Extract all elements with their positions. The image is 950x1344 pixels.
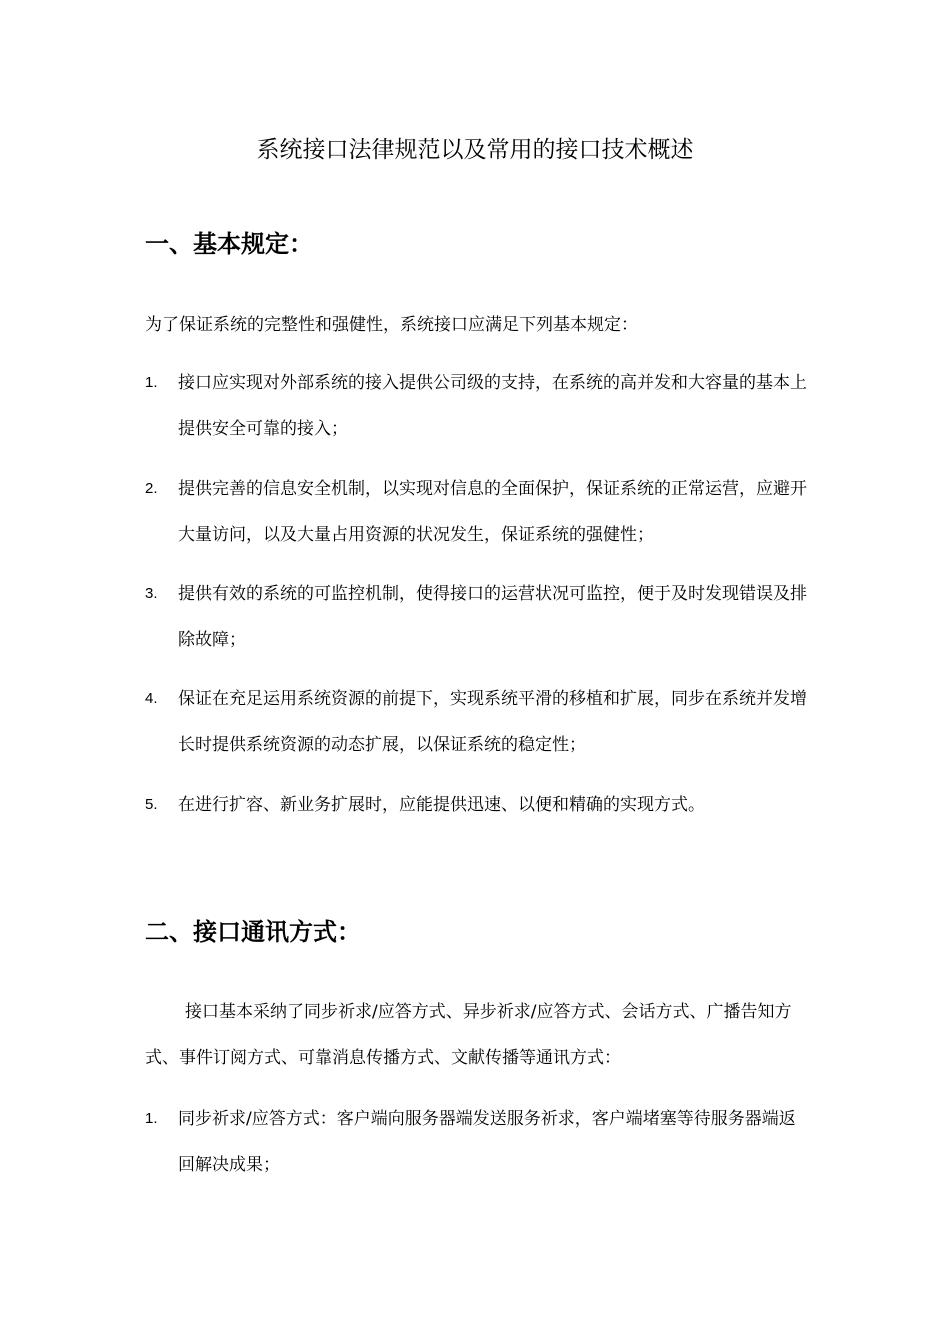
section2-intro: 接口基本采纳了同步祈求/应答方式、异步祈求/应答方式、会话方式、广播告知方式、事件订阅方式、可靠消息传播方式、文献传播等通讯方式： bbox=[145, 1002, 792, 1068]
section-heading-basic-rules: 一、基本规定： bbox=[145, 230, 313, 258]
list-item-text: 提供完善的信息安全机制，以实现对信息的全面保护，保证系统的正常运营，应避开大量访问，以及大量占用资源的状况发生，保证系统的强健性； bbox=[178, 479, 807, 545]
list-item-text: 保证在充足运用系统资源的前提下，实现系统平滑的移植和扩展，同步在系统并发增长时提供系统资源的动态扩展，以保证系统的稳定性； bbox=[178, 689, 807, 755]
list-item-number: 1. bbox=[145, 1110, 158, 1127]
list-item-number: 5. bbox=[145, 796, 158, 813]
list-item bbox=[145, 676, 810, 768]
list-item-text: 同步祈求/应答方式：客户端向服务器端发送服务祈求，客户端堵塞等待服务器端返回解决成果； bbox=[178, 1109, 796, 1175]
list-item bbox=[145, 360, 810, 452]
section-heading-interface-communication: 二、接口通讯方式： bbox=[145, 918, 361, 946]
list-item-number: 2. bbox=[145, 480, 158, 497]
list-item bbox=[145, 1096, 810, 1188]
list-item bbox=[145, 782, 810, 828]
list-item bbox=[145, 466, 810, 558]
list-item-number: 4. bbox=[145, 690, 158, 707]
list-item-number: 1. bbox=[145, 374, 158, 391]
list-item bbox=[145, 571, 810, 663]
list-item-text: 提供有效的系统的可监控机制，使得接口的运营状况可监控，便于及时发现错误及排除故障； bbox=[178, 584, 807, 650]
list-item-number: 3. bbox=[145, 585, 158, 602]
document-title: 系统接口法律规范以及常用的接口技术概述 bbox=[256, 137, 694, 163]
list-item-text: 在进行扩容、新业务扩展时，应能提供迅速、以便和精确的实现方式。 bbox=[178, 795, 705, 815]
section1-intro: 为了保证系统的完整性和强健性，系统接口应满足下列基本规定： bbox=[145, 315, 638, 335]
list-item-text: 接口应实现对外部系统的接入提供公司级的支持，在系统的高并发和大容量的基本上提供安全可靠的接入； bbox=[178, 373, 807, 439]
